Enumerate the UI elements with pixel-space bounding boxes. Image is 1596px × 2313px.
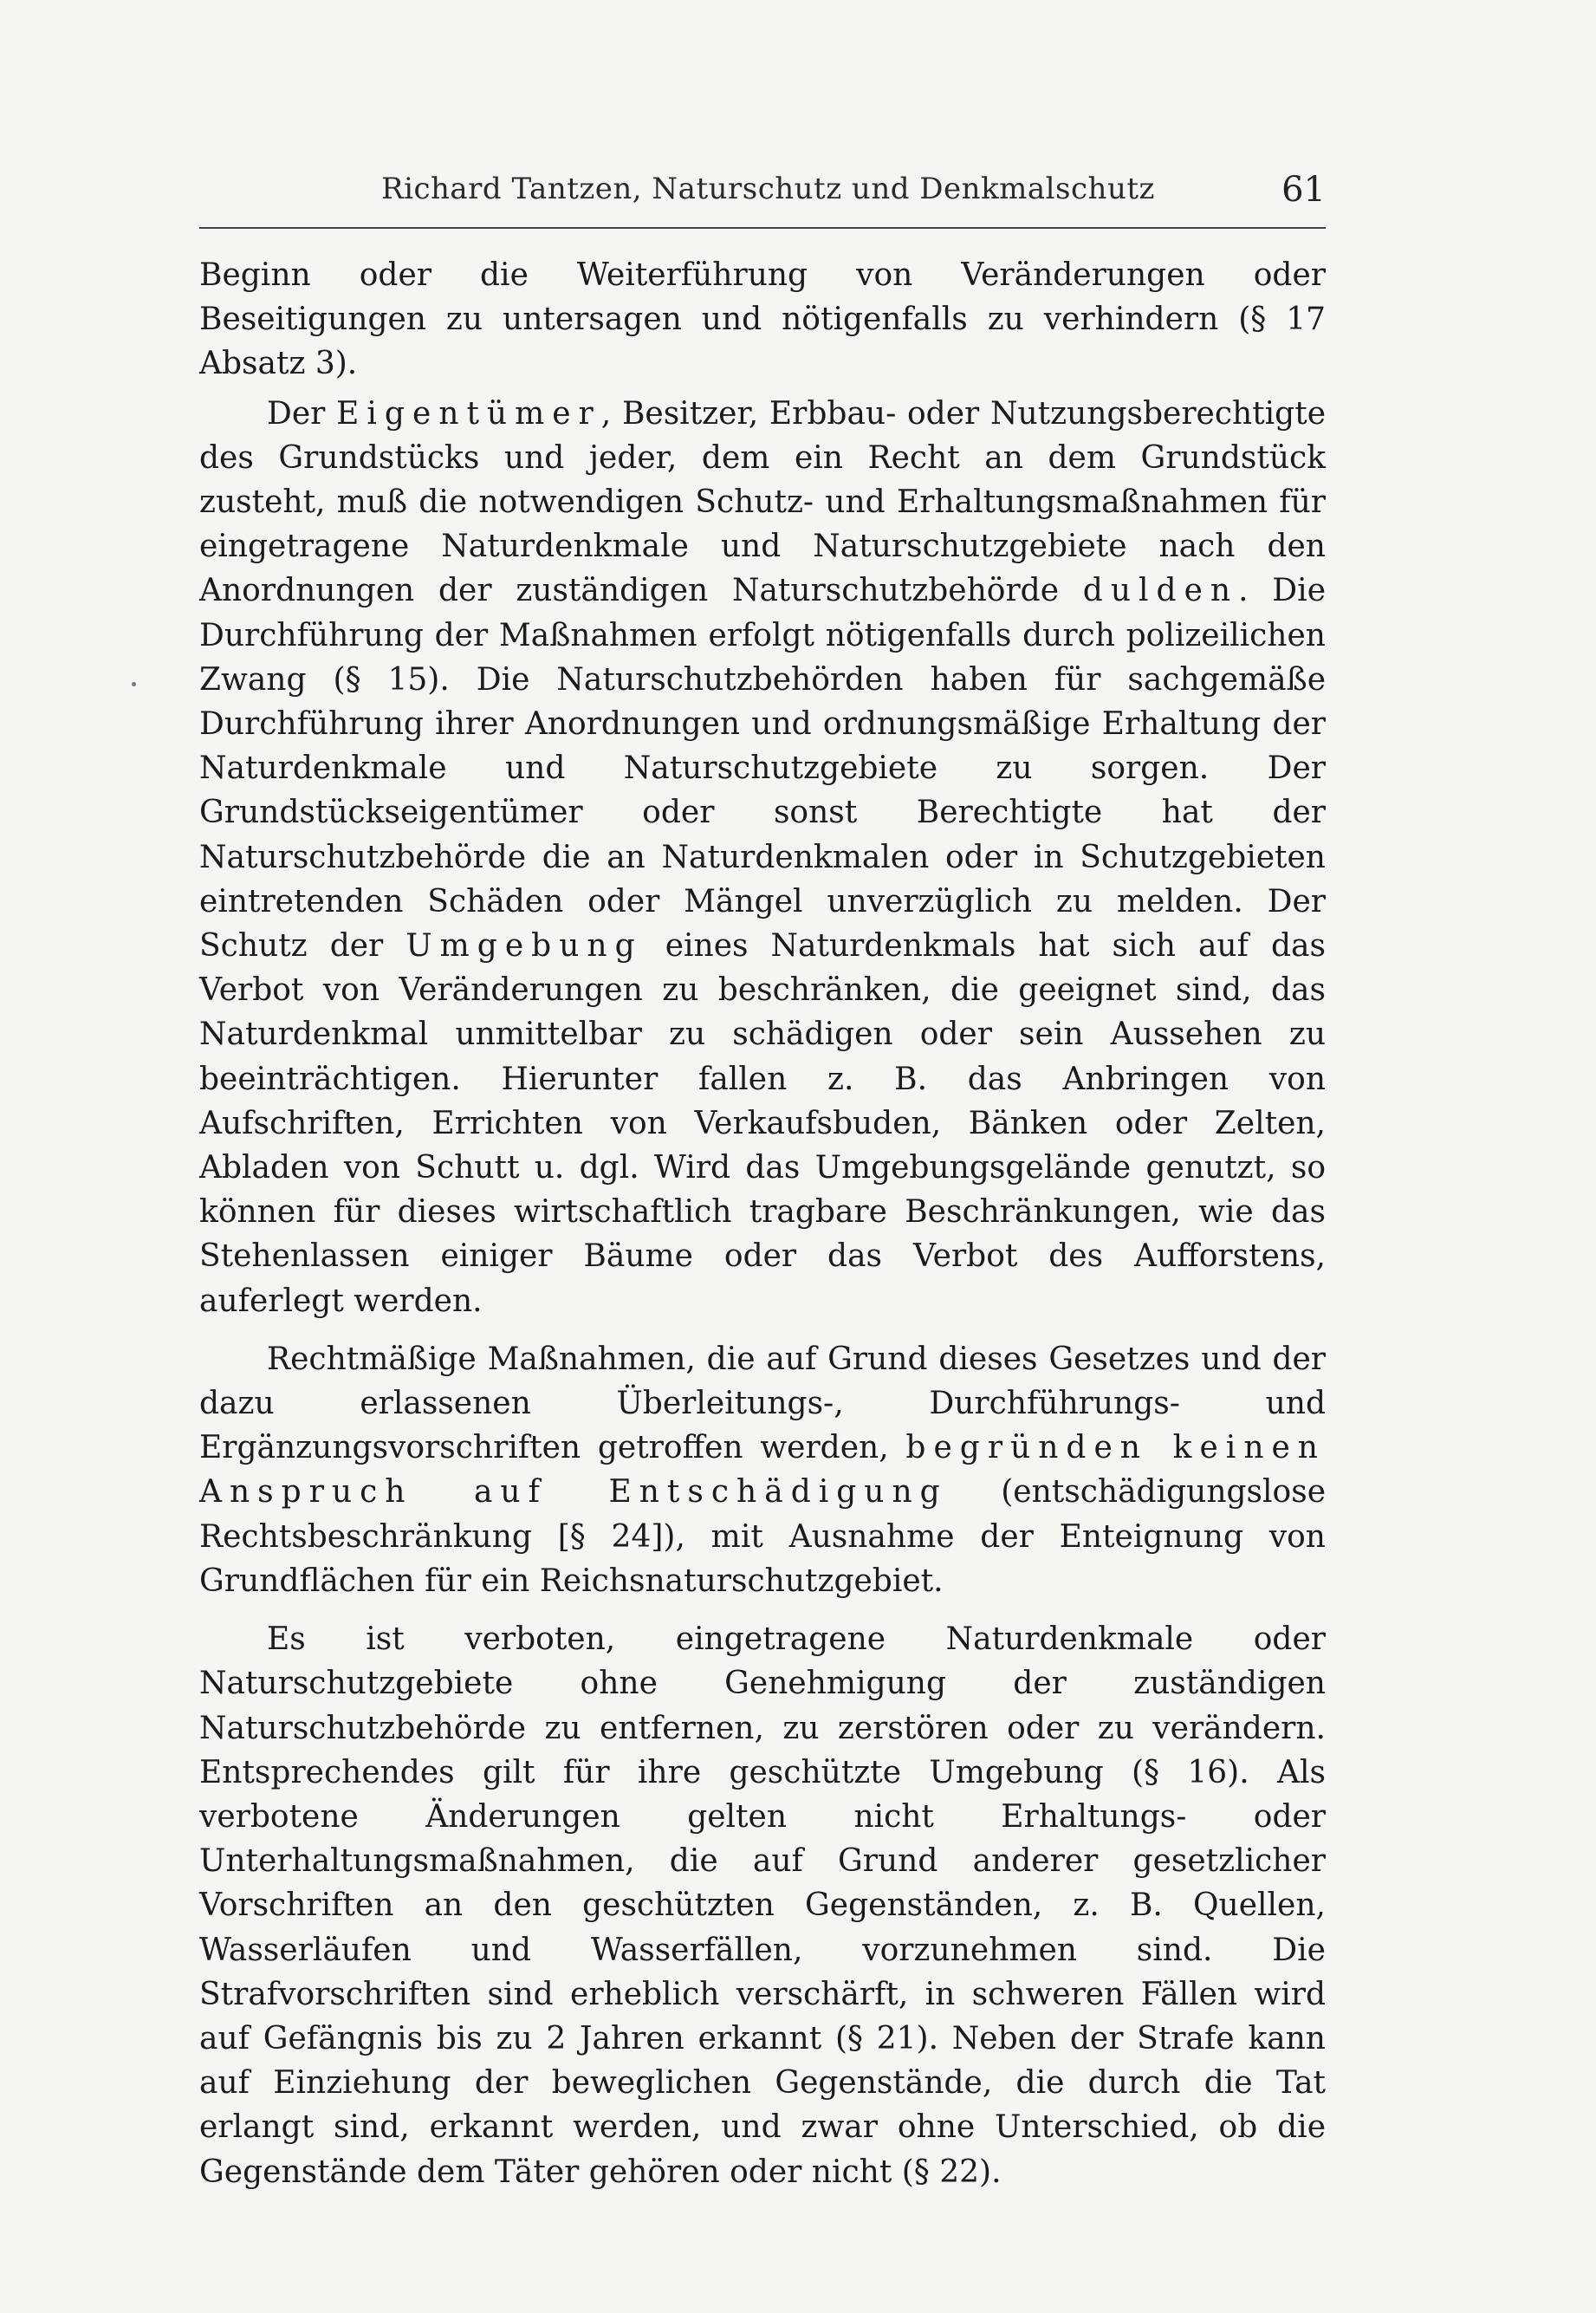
text-segment: . Die Durchführung der Maßnahmen erfolgt nötigenfalls durch polizeilichen Zwang (§ 15). Die Naturschutzbehörden haben für sachgemäße Durchführung ihrer Anordnungen und ordnungsmäßige Erhaltung der Naturdenkmale und Naturschutzgebiete zu sorgen. Der Grundstückseigentümer oder sonst Berechtigte hat der Naturschutzbehörde die an Naturdenkmalen oder in Schutzgebieten eintretenden Schäden oder Mängel unverzüglich zu melden. Der Schutz der	[199, 573, 1326, 965]
emphasized-text: begründen keinen Anspruch auf Entschädigung	[199, 1430, 1326, 1511]
page-number: 61	[1281, 170, 1326, 210]
emphasized-text: dulden	[1082, 573, 1239, 609]
paragraph	[199, 392, 1326, 1323]
text-segment: Beginn oder die Weiterführung von Veränderungen oder Beseitigungen zu untersagen und nötigenfalls zu verhindern (§ 17 Absatz 3).	[199, 257, 1326, 382]
text-segment: , Besitzer, Erbbau- oder Nutzungsberechtigte des Grundstücks und jeder, dem ein Recht an dem Grundstück zusteht, muß die notwendigen Schutz- und Erhaltungsmaßnahmen für eingetragene Naturdenkmale und Naturschutzgebiete nach den Anordnungen der zuständigen Naturschutzbehörde	[199, 395, 1326, 609]
emphasized-text: Eigentümer	[336, 395, 601, 432]
paragraph	[199, 1617, 1326, 2194]
text-segment: Es ist verboten, eingetragene Naturdenkmale oder Naturschutzgebiete ohne Genehmigung der zuständigen Naturschutzbehörde zu entfernen, zu zerstören oder zu verändern. Entsprechendes gilt für ihre geschützte Umgebung (§ 16). Als verbotene Änderungen gelten nicht Erhaltungs- oder Unterhaltungsmaßnahmen, die auf Grund anderer gesetzlicher Vorschriften an den geschützten Gegenständen, z. B. Quellen, Wasserläufen und Wasserfällen, vorzunehmen sind. Die Strafvorschriften sind erheblich verschärft, in schweren Fällen wird auf Gefängnis bis zu 2 Jahren erkannt (§ 21). Neben der Strafe kann auf Einziehung der beweglichen Gegenstände, die durch die Tat erlangt sind, erkannt werden, und zwar ohne Unterschied, ob die Gegenstände dem Täter gehören oder nicht (§ 22).	[199, 1621, 1326, 2190]
running-head: Richard Tantzen, Naturschutz und Denkmalschutz	[381, 172, 1155, 206]
paragraph	[199, 253, 1326, 387]
text-segment: (entschädigungslose Rechtsbeschränkung [§ 24]), mit Ausnahme der Enteignung von Grundflächen für ein Reichsnaturschutzgebiet.	[199, 1474, 1326, 1599]
text-segment: Der	[267, 395, 337, 432]
text-segment: Rechtmäßige Maßnahmen, die auf Grund dieses Gesetzes und der dazu erlassenen Überleitungs-, Durchführungs- und Ergänzungsvorschriften getroffen werden,	[199, 1341, 1326, 1466]
text-segment: eines Naturdenkmals hat sich auf das Verbot von Veränderungen zu beschränken, die geeignet sind, das Naturdenkmal unmittelbar zu schädigen oder sein Aussehen zu beeinträchtigen. Hierunter fallen z. B. das Anbringen von Aufschriften, Errichten von Verkaufsbuden, Bänken oder Zelten, Abladen von Schutt u. dgl. Wird das Umgebungsgelände genutzt, so können für dieses wirtschaftlich tragbare Beschränkungen, wie das Stehenlassen einiger Bäume oder das Verbot des Aufforstens, auferlegt werden.	[199, 928, 1326, 1319]
body-text	[199, 253, 1326, 2208]
emphasized-text: Umgebung	[405, 928, 643, 965]
paragraph	[199, 1337, 1326, 1603]
page-header	[199, 165, 1326, 229]
print-speck	[132, 682, 136, 686]
